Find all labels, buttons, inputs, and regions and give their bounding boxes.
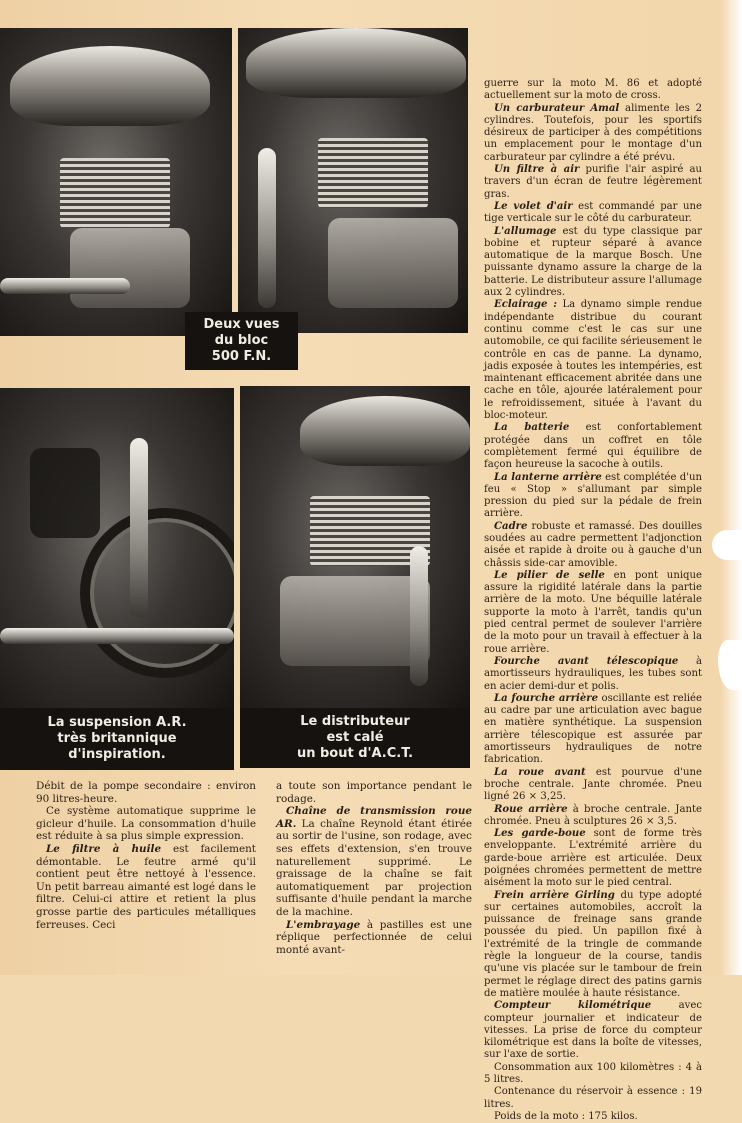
engine-photo-right-top: [238, 28, 468, 333]
paragraph-text: est confortablement protégée dans un coffret en tôle complètement fermé qui équilibre de façon heureuse la sacoche à outils.: [484, 422, 702, 471]
paragraph-lead: Compteur kilométrique: [494, 1000, 652, 1012]
paragraph: [484, 226, 702, 300]
caption-line: Deux vues: [203, 317, 280, 332]
paragraph: [484, 828, 702, 889]
paragraph-lead: Un filtre à air: [494, 164, 580, 176]
exhaust-pipe: [410, 546, 428, 686]
paragraph: [484, 472, 702, 521]
paragraph: [36, 805, 256, 843]
paragraph: [276, 805, 472, 918]
exhaust-pipe: [258, 148, 276, 308]
paragraph: [484, 804, 702, 829]
paragraph: [36, 843, 256, 931]
engine-block: [70, 228, 190, 308]
paragraph-text: Ce système automatique supprime le gicleur d'huile. La consommation d'huile est réduite à sa plus simple expression.: [36, 805, 256, 843]
paragraph: [484, 299, 702, 422]
paragraph: [484, 164, 702, 201]
paragraph-text: oscillante est reliée au cadre par une articulation avec bague en matière synthétique. La suspension arrière télescopique est assurée par amortisseurs hydrauliques de notre fabrication.: [484, 692, 702, 766]
paragraph-lead: La roue avant: [494, 766, 586, 778]
paragraph-text: est pourvue d'une broche centrale. Jante chromée. Pneu ligné 26 × 3,25.: [484, 766, 702, 803]
paragraph-text: est complétée d'un feu « Stop » s'allumant par simple pression du pied sur la pédale de frein arrière.: [484, 471, 702, 520]
caption-line: La suspension A.R.: [47, 715, 187, 730]
paragraph-text: Débit de la pompe secondaire : environ 90 litres-heure.: [36, 780, 256, 805]
paragraph: [484, 570, 702, 656]
torn-notch: [712, 530, 742, 560]
paragraph-text: du type adopté sur certaines automobiles, accroît la puissance de freinage sans grande poussée du pied. Un papillon fixé à l'extrémité de la tringle de commande règle la longueur de la course, tandis qu'une vis placée sur le tambour de frein permet le réglage direct des patins garnis de matière moulée à haute résistance.: [484, 889, 702, 999]
paragraph-text: avec compteur journalier et indicateur de vitesses. La prise de force du compteur kilométrique est dans la boîte de vitesses, sur l'axe de sortie.: [484, 1000, 703, 1061]
distributor-photo: [240, 386, 470, 708]
caption-line: est calé: [326, 730, 384, 745]
caption-line: un bout d'A.C.T.: [296, 746, 414, 761]
paragraph-text: à pastilles est une réplique perfectionnée de celui monté avant-: [276, 918, 472, 956]
paragraph-lead: Fourche avant télescopique: [494, 655, 679, 667]
paragraph-text: Poids de la moto : 175 kilos.: [494, 1110, 638, 1122]
paragraph-lead: La lanterne arrière: [494, 471, 602, 483]
paragraph-text: a toute son importance pendant le rodage.: [276, 780, 472, 805]
caption-line: du bloc: [214, 333, 269, 348]
paragraph-lead: Un carburateur Amal: [494, 102, 620, 114]
text-column-right: [484, 78, 702, 1123]
exhaust-pipe: [0, 628, 234, 644]
suspension-photo: [0, 388, 234, 708]
engine-photo-left-top: [0, 28, 232, 336]
fuel-tank-shape: [246, 28, 466, 98]
engine-block: [328, 218, 458, 308]
exhaust-pipe: [0, 278, 130, 294]
paragraph-text: est commandé par une tige verticale sur le côté du carburateur.: [484, 200, 703, 225]
caption-top: [185, 312, 298, 370]
paragraph-lead: Chaîne de transmission roue AR.: [276, 805, 472, 830]
caption-bottom-right: [240, 708, 470, 768]
text-column-bottom-middle: [276, 780, 472, 956]
paragraph: [484, 201, 702, 226]
paragraph: [484, 693, 702, 767]
paragraph: [484, 1062, 702, 1087]
paragraph: [484, 1000, 702, 1061]
caption-line: d'inspiration.: [68, 747, 166, 762]
cylinder-fins: [60, 158, 170, 228]
paragraph-text: La dynamo simple rendue indépendante distribue du courant continu comme c'est le cas sur une automobile, ce qui facilite sérieusement le contrôle en cas de panne. La dynamo, jadis exposée à toutes les intempéries, est maintenant efficacement abritée dans une cache en tôle, ajourée latéralement pour le refroidissement, située à l'avant du bloc-moteur.: [484, 299, 702, 422]
paragraph-lead: L'allumage: [494, 225, 557, 237]
paragraph: [484, 767, 702, 804]
caption-line: 500 F.N.: [211, 349, 272, 364]
paragraph-text: est du type classique par bobine et rupteur séparé à avance automatique de la marque Bosch. Une puissante dynamo assure la charge de la batterie. Le distributeur assure l'allumage aux 2 cylindres.: [484, 225, 702, 299]
paragraph-lead: Le pilier de selle: [494, 569, 605, 581]
paragraph: [484, 656, 702, 693]
paragraph-lead: Le volet d'air: [494, 200, 573, 212]
paragraph-lead: Le filtre à huile: [46, 842, 162, 855]
caption-bottom-left: [0, 708, 234, 770]
paragraph: [36, 780, 256, 805]
caption-line: Le distributeur: [300, 714, 410, 729]
paragraph: [484, 890, 702, 1001]
paragraph-text: Consommation aux 100 kilomètres : 4 à 5 litres.: [484, 1061, 702, 1086]
battery-box: [30, 448, 100, 538]
paragraph-text: guerre sur la moto M. 86 et adopté actuellement sur la moto de cross.: [484, 78, 702, 102]
paragraph-text: Contenance du réservoir à essence : 19 litres.: [484, 1086, 702, 1110]
paragraph-lead: La batterie: [494, 422, 570, 434]
paragraph-text: robuste et ramassé. Des douilles soudées au cadre permettent l'adjonction aisée et rapide à droite ou à gauche d'un châssis side-car amovible.: [484, 520, 702, 569]
paragraph: [276, 780, 472, 805]
paragraph-text: est facilement démontable. Le feutre armé qu'il contient peut être nettoyé à l'essence. Un petit barreau aimanté est logé dans le filtre. Celui-ci attire et retient la plus grosse partie des particules métalliques ferreuses. Ceci: [36, 842, 256, 931]
paragraph-text: La chaîne Reynold étant étirée au sortir de l'usine, son rodage, avec ses effets d'extension, s'en trouve naturellement supprimé. Le graissage de la chaîne se fait automatiquement par projection suffisante d'huile pendant la marche de la machine.: [276, 817, 472, 918]
paragraph-text: à amortisseurs hydrauliques, les tubes sont en acier demi-dur et polis.: [484, 655, 702, 692]
paragraph-lead: Eclairage :: [494, 299, 557, 311]
caption-line: très britannique: [57, 731, 177, 746]
paragraph: [484, 103, 702, 164]
paragraph-text: à broche centrale. Jante chromée. Pneu à sculptures 26 × 3,5.: [484, 803, 702, 827]
fuel-tank-shape: [300, 396, 470, 466]
paragraph-lead: Roue arrière: [494, 803, 568, 815]
paragraph: [484, 1111, 702, 1123]
paragraph-lead: L'embrayage: [286, 918, 361, 931]
rear-shock: [130, 438, 148, 618]
paragraph-lead: Les garde-boue: [494, 828, 586, 840]
torn-edge: [720, 0, 742, 975]
paragraph-lead: La fourche arrière: [494, 692, 599, 704]
paragraph-text: sont de forme très enveloppante. L'extrémité arrière du garde-boue arrière est articulée. Deux poignées chromées permettent de mettre aisément la moto sur le pied central.: [484, 828, 702, 889]
paragraph-lead: Frein arrière Girling: [494, 889, 615, 901]
paragraph-text: purifie l'air aspiré au travers d'un écran de feutre légèrement gras.: [484, 164, 702, 200]
paragraph-lead: Cadre: [494, 520, 528, 532]
text-column-bottom-left: [36, 780, 256, 931]
paragraph: [484, 1086, 702, 1111]
paragraph: [484, 521, 702, 570]
paragraph-text: en pont unique assure la rigidité latérale dans la partie arrière de la moto. Une béquille latérale supporte la moto à l'arrêt, tandis qu'un pied central permet de soulever l'arrière de la moto pour un travail à effectuer à la roue arrière.: [484, 569, 702, 655]
cylinder-fins: [318, 138, 428, 208]
paragraph: [276, 919, 472, 957]
paragraph-text: alimente les 2 cylindres. Toutefois, pour les sportifs désireux de participer à des compétitions un emplacement pour le montage d'un carburateur par cylindre a été prévu.: [484, 102, 703, 163]
paragraph: [484, 422, 702, 471]
paragraph: [484, 78, 702, 103]
engine-block: [280, 576, 430, 666]
fuel-tank-shape: [10, 46, 210, 126]
rear-wheel: [80, 508, 234, 678]
